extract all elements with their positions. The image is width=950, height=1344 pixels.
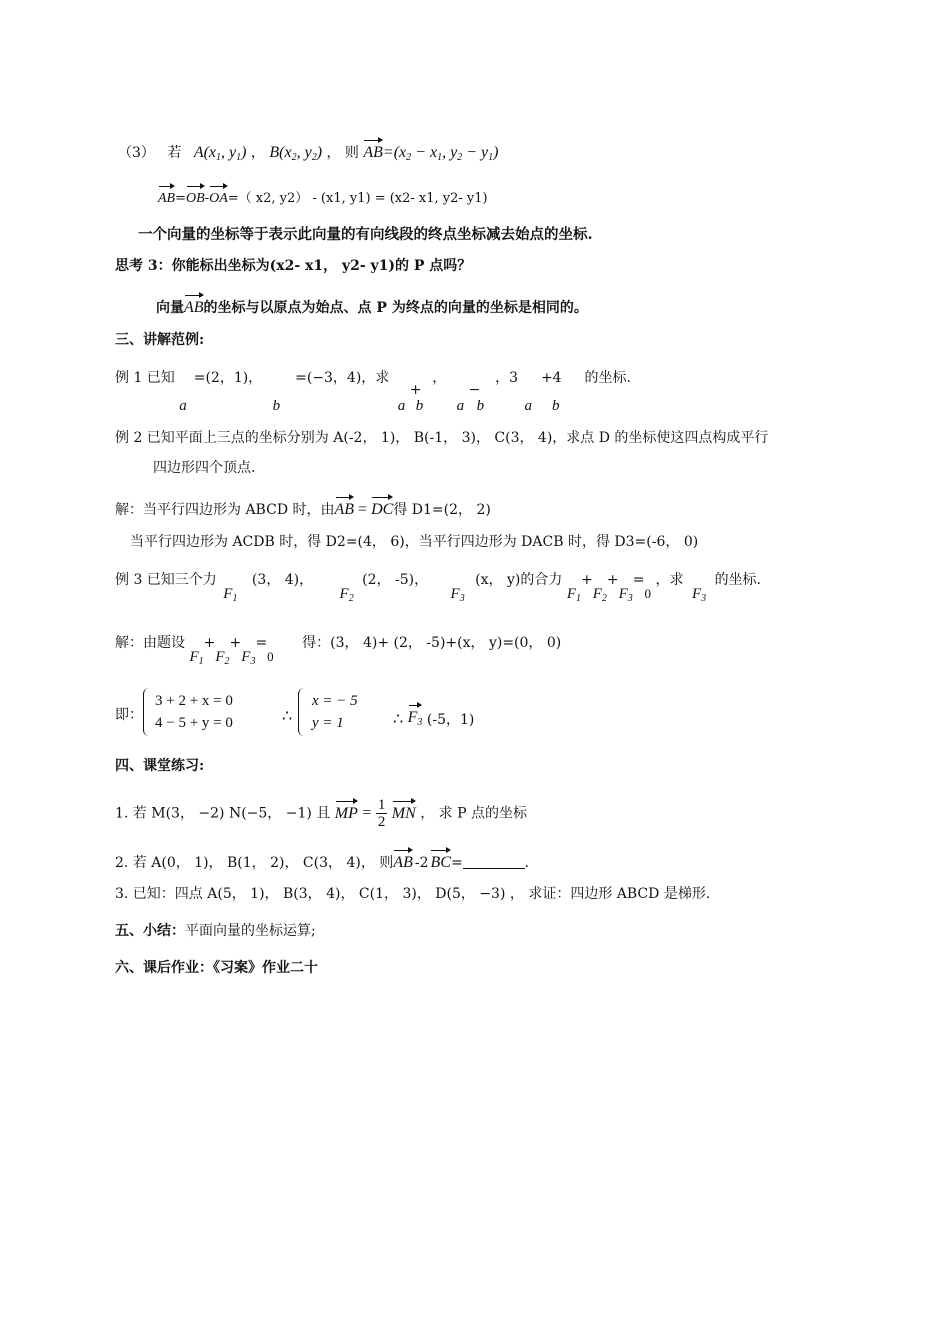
vector-ab: AB: [363, 137, 383, 163]
item-3-label: （3）: [118, 145, 155, 161]
solution-2-line-2: 当平行四边形为 ACDB 时，得 D2=(4， 6)，当平行四边形为 DACB 时，得 D3=(-6， 0): [130, 534, 699, 550]
therefore-1: ∴: [282, 706, 293, 725]
force-f1: $F_1$: [223, 586, 238, 604]
vector-ab: AB: [184, 292, 204, 318]
vector-bc: BC: [430, 847, 450, 873]
section-5: 五、小结：平面向量的坐标运算;: [115, 923, 316, 939]
force-f2: $F_2$: [339, 586, 354, 604]
example-1: 例 1 已知 a =(2，1)， b =(−3，4)，求 a + b ， a − b ，3 a +4 b 的坐标.: [115, 370, 631, 414]
section-3-heading: 三、讲解范例:: [115, 332, 205, 348]
answer-blank: [463, 854, 525, 869]
vector-ab: AB: [335, 494, 355, 520]
solution-3: 解：由题设 $F_1+F_2+F_3=0$ 得：(3， 4)+ (2， -5)+(x， y)=(0， 0): [115, 635, 562, 667]
force-f3: $F_3$: [450, 586, 465, 604]
think-3: 思考 3：你能标出坐标为(x2- x1， y2- y1)的 P 点吗？: [115, 258, 472, 274]
solution-2-line-1: 解：当平行四边形为 ABCD 时，由AB = DC得 D1=(2， 2): [115, 494, 491, 520]
equation-system: 3 + 2 + x = 0 4 − 5 + y = 0: [155, 693, 233, 731]
vector-ab: AB: [158, 183, 175, 209]
example-2-line-2: 四边形四个顶点.: [153, 460, 256, 476]
vector-oa: OA: [209, 183, 228, 209]
example-3: 例 3 已知三个力 $F_1$ (3， 4)， $F_2$ (2， -5)， $F_3$ (x， y)的合力 $F_1+F_2+F_3=0$ ，求 $F_3$ 的坐标.: [115, 570, 761, 606]
solution-system: x = − 5 y = 1: [312, 693, 358, 731]
vector-ob: OB: [186, 183, 205, 209]
item-3-line: （3） 若 $A(x_1$, $y_1$) ， $B(x_2$, $y_2$) ， 则 $AB=(x_2 - x_1$, $y_2 - y_1$): [118, 137, 498, 168]
practice-2: 2. 若 A(0， 1)， B(1， 2)， C(3， 4)， 则AB -2 BC= .: [115, 847, 529, 873]
example-2-line-1: 例 2 已知平面上三点的坐标分别为 A(-2， 1)， B(-1， 3)， C(3， 4)，求点 D 的坐标使这四点构成平行: [115, 430, 769, 446]
practice-1: 1. 若 M(3， −2) N(−5， −1) 且 MP = $\frac{1}{2}$ MN ， 求 P 点的坐标: [115, 797, 527, 830]
system-label: 即：: [115, 707, 143, 723]
vector-f3: $F_3$: [408, 702, 423, 733]
section-4-heading: 四、课堂练习:: [115, 758, 205, 774]
vector-dc: DC: [371, 494, 393, 520]
left-brace-2: [298, 688, 307, 736]
point-b-coords: $B(x_2$, $y_2$): [269, 144, 323, 163]
vector-subtraction-line: AB=OB-OA=（ x2, y2） - (x1, y1) = (x2- x1, y2- y1): [158, 183, 488, 209]
vector-ab: AB: [393, 847, 413, 873]
coordinate-statement: 一个向量的坐标等于表示此向量的有向线段的终点坐标减去始点的坐标.: [138, 226, 593, 243]
vector-ab-coords: $=(x_2 - x_1$, $y_2 - y_1$): [382, 144, 499, 163]
practice-3: 3. 已知：四点 A(5， 1)， B(3， 4)， C(1， 3)， D(5， −3) ， 求证：四边形 ABCD 是梯形.: [115, 886, 711, 902]
vector-mn: MN: [392, 798, 416, 824]
same-coordinate-note: 向量AB的坐标与以原点为始点、点 P 为终点的向量的坐标是相同的。: [156, 292, 588, 318]
vector-mp: MP: [335, 798, 358, 824]
left-brace: [143, 688, 152, 736]
section-6-heading: 六、课后作业：《习案》作业二十: [115, 960, 318, 976]
result-f3: ∴ $F_3$ (-5，1): [393, 704, 474, 735]
point-a-coords: $A(x_1$, $y_1$): [193, 144, 247, 163]
fraction-half: $\frac{1}{2}$: [377, 797, 386, 830]
subtraction-result: =（ x2, y2） - (x1, y1) = (x2- x1, y2- y1): [227, 191, 488, 206]
